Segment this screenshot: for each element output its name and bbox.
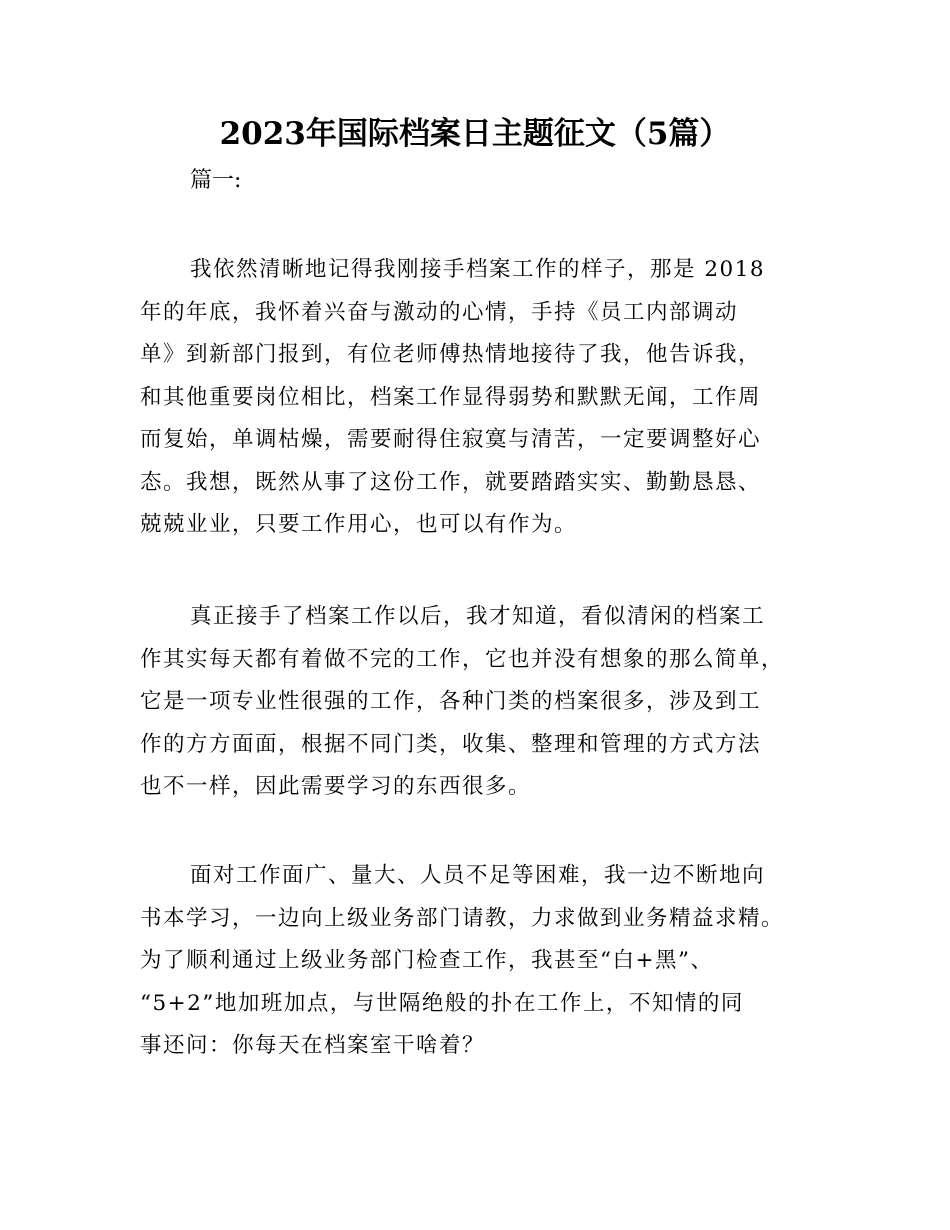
paragraph-2 bbox=[140, 596, 810, 809]
paragraph-line: 作其实每天都有着做不完的工作，它也并没有想象的那么简单， bbox=[140, 646, 785, 672]
paragraph-line: 事还问：你每天在档案室干啥着？ bbox=[140, 1033, 486, 1058]
paragraph-line: “5+2”地加班加点，与世隔绝般的扑在工作上，不知情的同 bbox=[140, 990, 744, 1016]
paragraph-line: 而复始，单调枯燥，需要耐得住寂寞与清苦，一定要调整好心 bbox=[140, 427, 762, 452]
paragraph-line: 和其他重要岗位相比，档案工作显得弱势和默默无闻，工作周 bbox=[140, 384, 762, 410]
paragraph-line: 它是一项专业性很强的工作，各种门类的档案很多，涉及到工 bbox=[140, 689, 762, 714]
paragraph-1 bbox=[140, 249, 810, 547]
document-title: 2023年国际档案日主题征文（5篇） bbox=[219, 116, 731, 152]
paragraph-line: 也不一样，因此需要学习的东西很多。 bbox=[140, 774, 532, 799]
paragraph-line: 态。我想，既然从事了这份工作，就要踏踏实实、勤勤恳恳、 bbox=[140, 469, 762, 495]
paragraph-line: 兢兢业业，只要工作用心，也可以有作为。 bbox=[140, 512, 578, 537]
paragraph-line: 书本学习，一边向上级业务部门请教，力求做到业务精益求精。 bbox=[140, 905, 785, 931]
paragraph-line: 真正接手了档案工作以后，我才知道，看似清闲的档案工 bbox=[190, 604, 766, 629]
paragraph-line: 作的方方面面，根据不同门类，收集、整理和管理的方式方法 bbox=[140, 731, 762, 757]
section-label: 篇一: bbox=[190, 168, 242, 193]
paragraph-line: 面对工作面广、量大、人员不足等困难，我一边不断地向 bbox=[190, 863, 766, 888]
paragraph-3 bbox=[140, 855, 810, 1068]
paragraph-line: 我依然清晰地记得我刚接手档案工作的样子，那是 2018 bbox=[190, 257, 766, 282]
paragraph-line: 为了顺利通过上级业务部门检查工作，我甚至“白+黑”、 bbox=[140, 948, 714, 973]
paragraph-line: 年的年底，我怀着兴奋与激动的心情，手持《员工内部调动 bbox=[140, 299, 739, 325]
paragraph-line: 单》到新部门报到，有位老师傅热情地接待了我，他告诉我， bbox=[140, 342, 762, 367]
